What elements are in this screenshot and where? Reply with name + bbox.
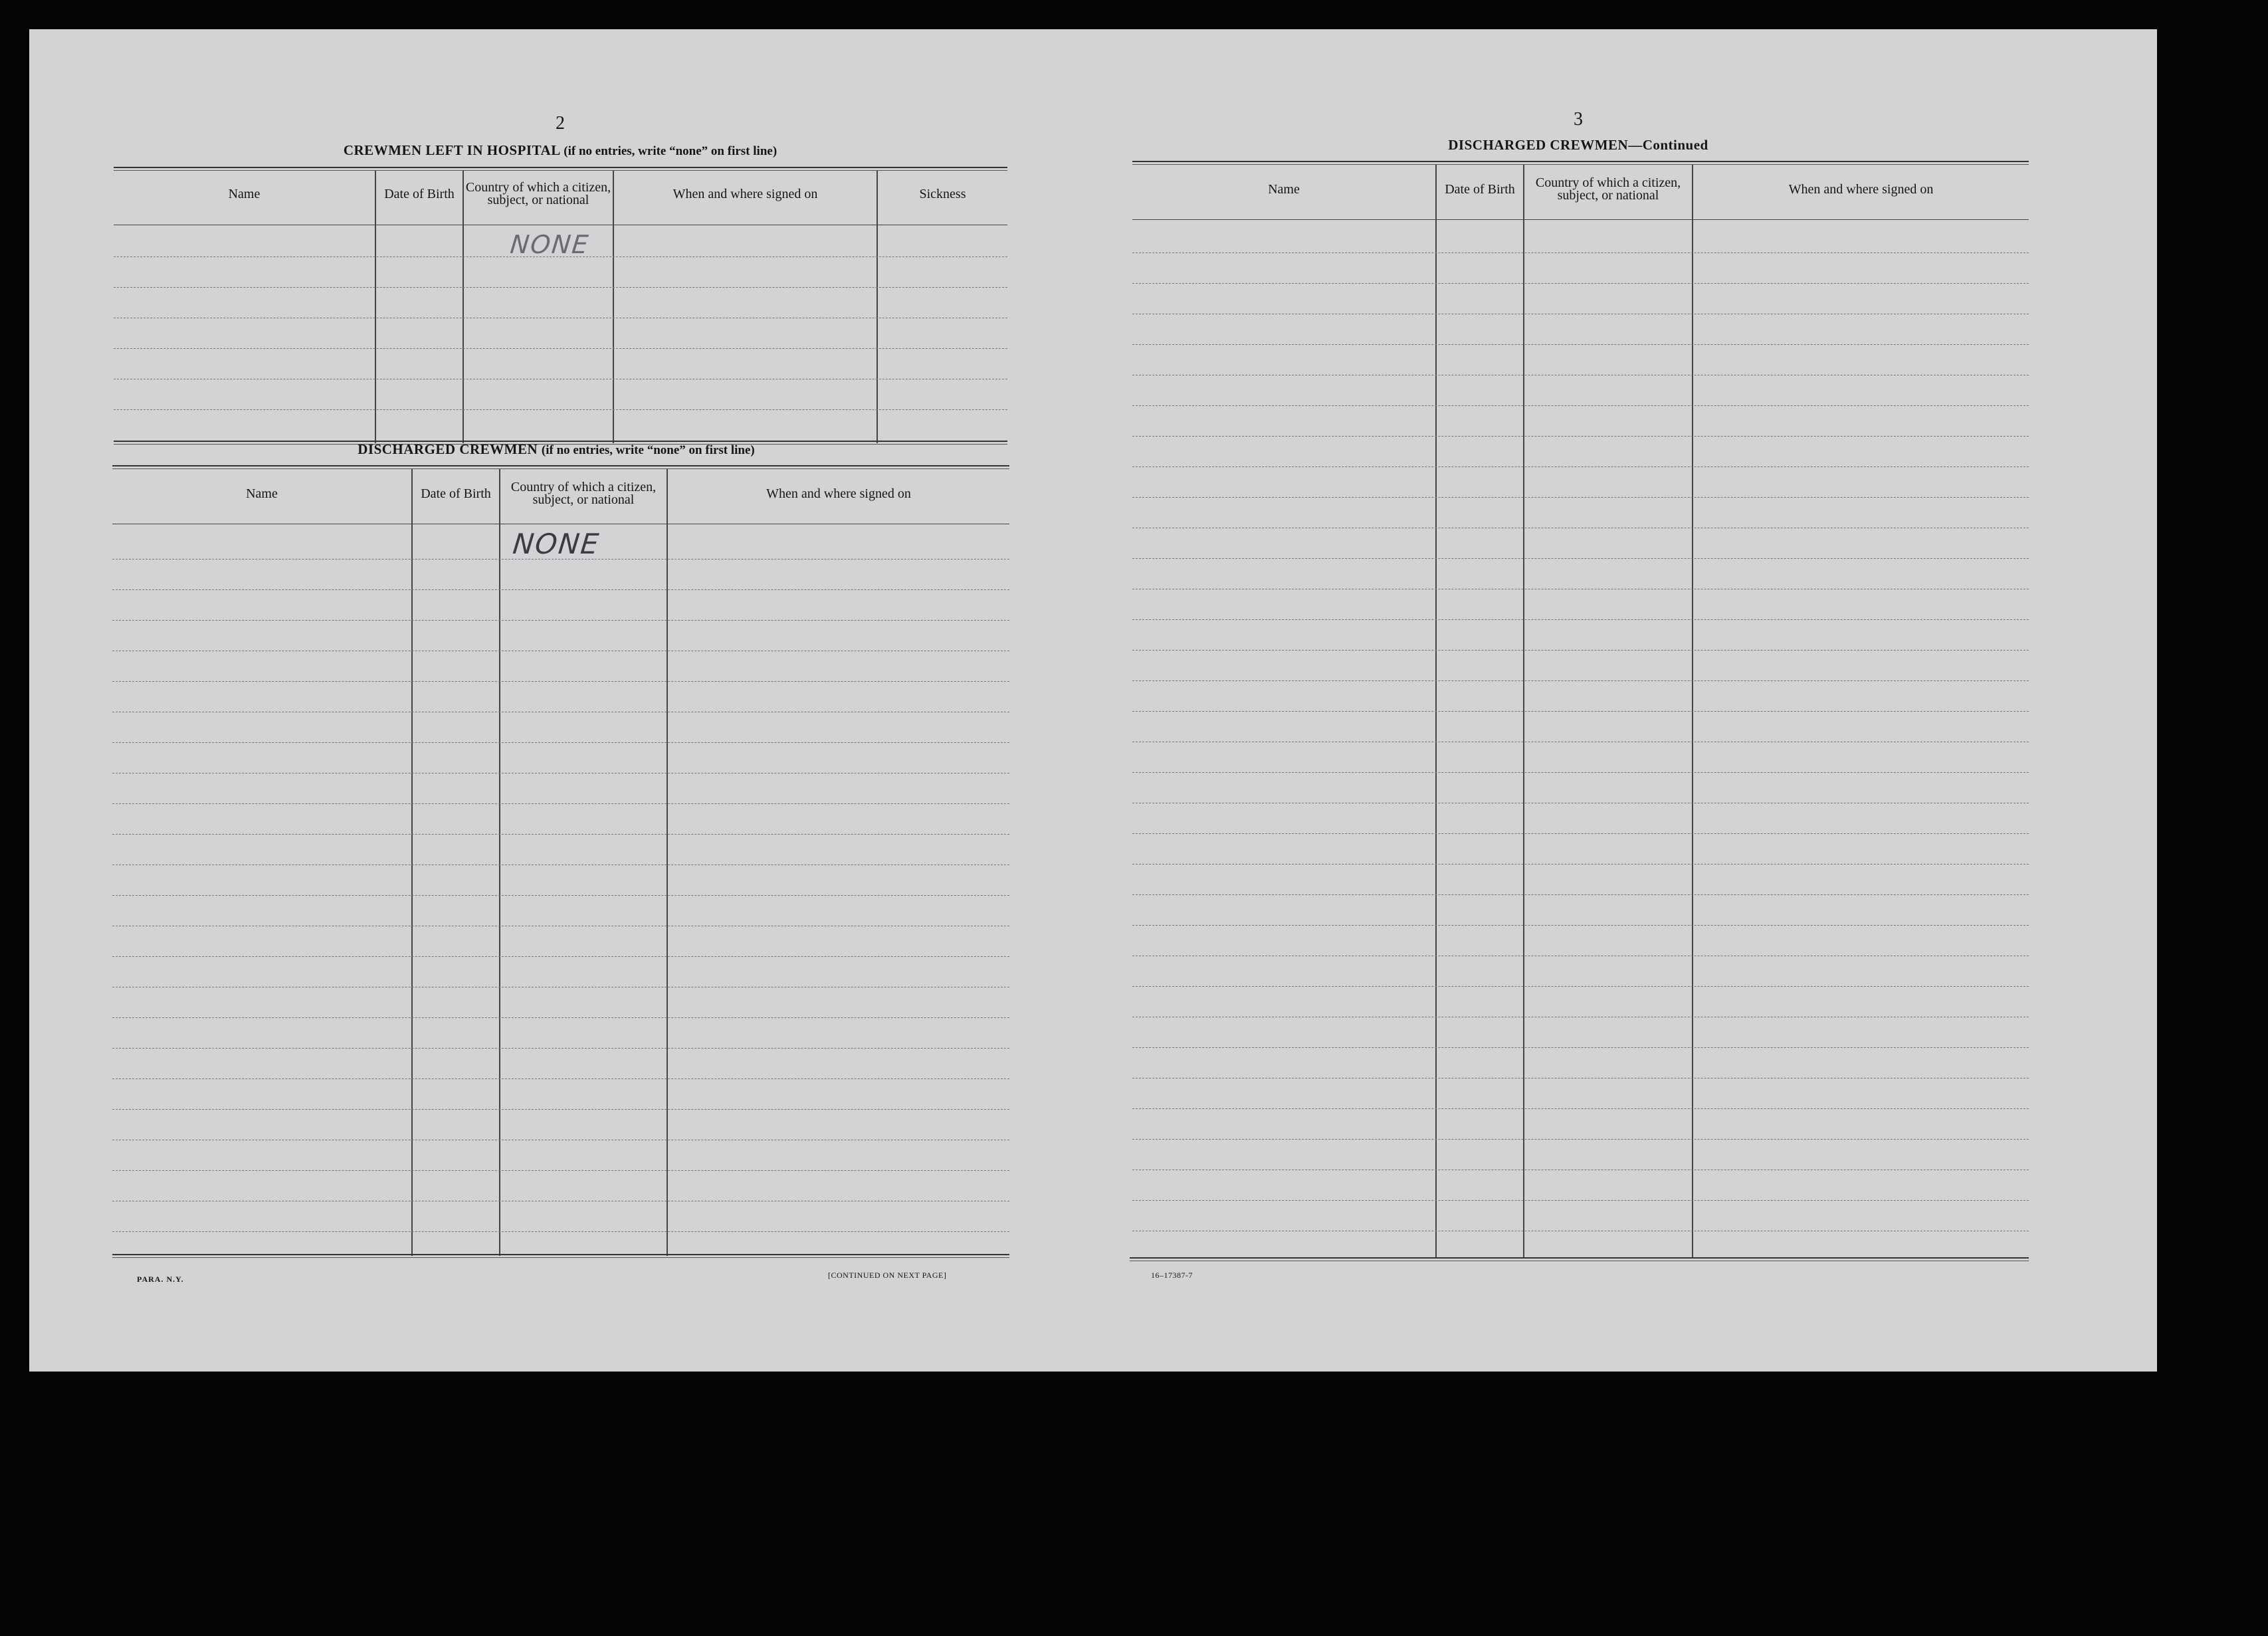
discharged-top-rule — [112, 465, 1009, 469]
footer-printer-mark: PARA. N.Y. — [137, 1275, 184, 1284]
hospital-row-line — [114, 287, 1007, 288]
entry-row-line — [1132, 772, 2029, 773]
hospital-col-sickness: Sickness — [919, 187, 966, 201]
entry-row-line — [1132, 1200, 2029, 1201]
entry-row-line — [1132, 894, 2029, 895]
entry-row-line — [1132, 619, 2029, 620]
entry-row-line — [112, 1078, 1009, 1079]
footer-form-number: 16–17387-7 — [1151, 1271, 1193, 1280]
right-section-title: DISCHARGED CREWMEN—Continued — [1448, 137, 1708, 153]
entry-row-line — [1132, 466, 2029, 467]
entry-row-line — [1132, 436, 2029, 437]
hospital-instruction: (if no entries, write “none” on first line) — [564, 144, 777, 158]
entry-row-line — [112, 1170, 1009, 1171]
discharged-divider-1 — [411, 469, 413, 1256]
entry-row-line — [1132, 925, 2029, 926]
entry-row-line — [1132, 650, 2029, 651]
right-col-dob: Date of Birth — [1445, 181, 1515, 197]
hospital-top-rule — [114, 167, 1007, 171]
entry-row-line — [1132, 986, 2029, 987]
right-col-name: Name — [1268, 182, 1300, 197]
entry-row-line — [112, 589, 1009, 590]
discharged-divider-3 — [667, 469, 668, 1256]
entry-row-line — [112, 803, 1009, 804]
entry-row-line — [1132, 1139, 2029, 1140]
hospital-col-dob: Date of Birth — [384, 186, 455, 201]
right-col-signed-on: When and where signed on — [1788, 182, 1934, 197]
hospital-row-line — [114, 348, 1007, 349]
discharged-col-dob: Date of Birth — [421, 486, 491, 501]
entry-row-line — [112, 895, 1009, 896]
entry-row-line — [112, 1048, 1009, 1049]
entry-row-line — [112, 1109, 1009, 1110]
hospital-divider-4 — [876, 171, 878, 443]
entry-row-line — [1132, 680, 2029, 681]
hospital-divider-1 — [375, 171, 376, 443]
entry-row-line — [1132, 1047, 2029, 1048]
hospital-divider-2 — [463, 171, 464, 443]
entry-row-line — [1132, 558, 2029, 559]
entry-row-line — [112, 681, 1009, 682]
hospital-section-title — [344, 142, 777, 159]
entry-row-line — [1132, 497, 2029, 498]
hospital-divider-3 — [613, 171, 614, 443]
entry-row-line — [112, 620, 1009, 621]
entry-row-line — [112, 1017, 1009, 1018]
page-number-right: 3 — [1574, 109, 1583, 130]
right-bottom-rule — [1130, 1257, 2029, 1261]
entry-row-line — [112, 1231, 1009, 1232]
discharged-col-country: Country of which a citizen, subject, or national — [510, 480, 657, 507]
entry-row-line — [1132, 833, 2029, 834]
entry-row-line — [112, 956, 1009, 957]
footer-continued: [CONTINUED ON NEXT PAGE] — [828, 1271, 947, 1280]
hospital-col-signed-on: When and where signed on — [672, 187, 818, 201]
entry-row-line — [112, 742, 1009, 743]
discharged-divider-2 — [499, 469, 500, 1256]
right-top-rule — [1132, 161, 2029, 165]
right-col-country: Country of which a citizen, subject, or national — [1535, 175, 1681, 203]
entry-row-line — [1132, 711, 2029, 712]
hospital-col-country: Country of which a citizen, subject, or national — [465, 180, 611, 207]
discharged-instruction: (if no entries, write “none” on first line) — [541, 443, 755, 457]
hospital-col-name: Name — [228, 187, 260, 201]
discharged-col-signed-on: When and where signed on — [766, 486, 911, 501]
hospital-title-text: CREWMEN LEFT IN HOSPITAL — [343, 142, 560, 158]
entry-row-line — [1132, 405, 2029, 406]
entry-row-line — [1132, 864, 2029, 865]
discharged-title-text: DISCHARGED CREWMEN — [358, 441, 538, 457]
hospital-handwritten-entry: NONE — [508, 230, 591, 259]
discharged-col-name: Name — [246, 486, 278, 501]
entry-row-line — [1132, 283, 2029, 284]
entry-row-line — [112, 834, 1009, 835]
discharged-bottom-rule — [112, 1254, 1009, 1258]
entry-row-line — [1132, 1108, 2029, 1109]
discharged-section-title — [358, 441, 755, 458]
right-divider-1 — [1435, 165, 1437, 1259]
discharged-handwritten-entry: NONE — [511, 528, 602, 560]
scanned-document-sheet — [29, 29, 2157, 1372]
right-header-rule — [1132, 219, 2029, 220]
right-divider-3 — [1692, 165, 1693, 1259]
page-number-left: 2 — [556, 113, 565, 134]
hospital-row-line — [114, 409, 1007, 410]
entry-row-line — [1132, 344, 2029, 345]
right-divider-2 — [1523, 165, 1524, 1259]
